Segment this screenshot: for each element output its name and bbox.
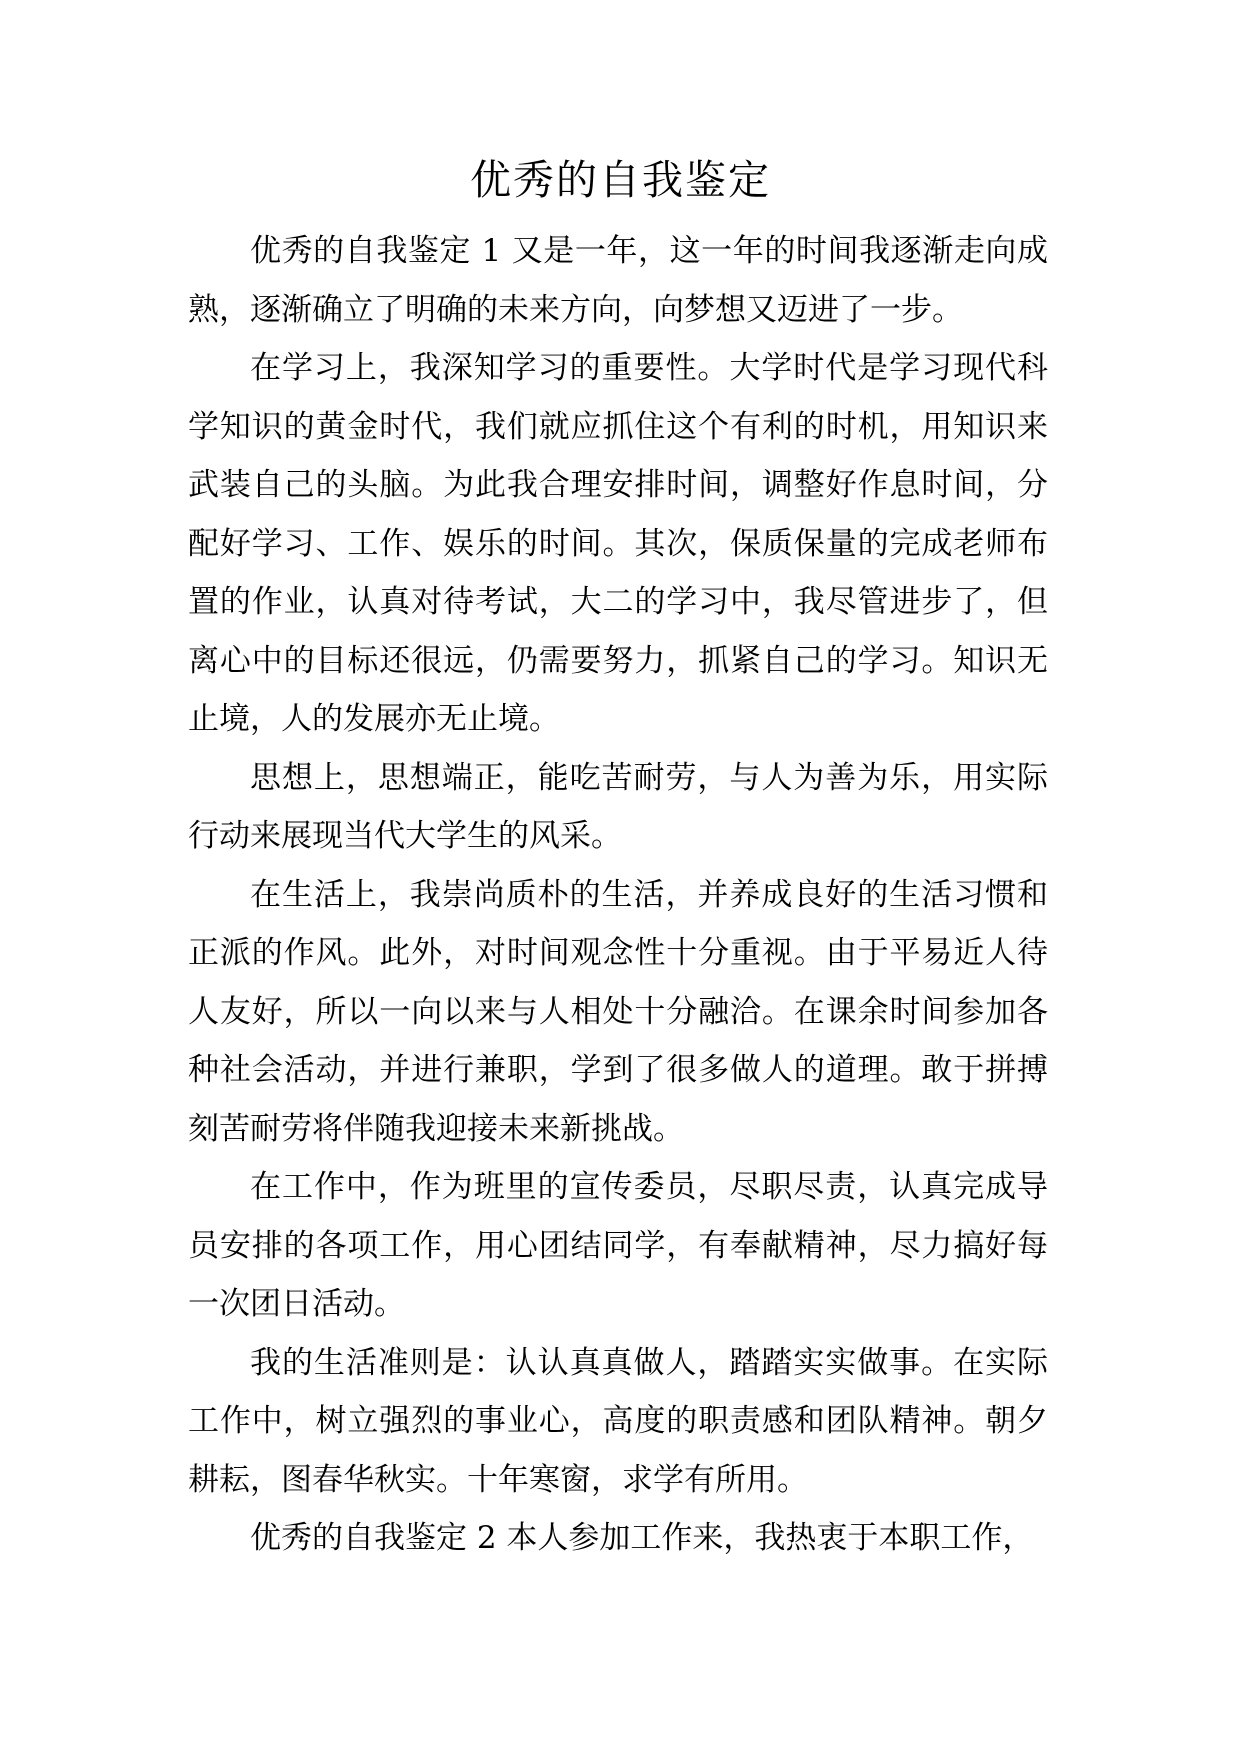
paragraph: 思想上，思想端正，能吃苦耐劳，与人为善为乐，用实际行动来展现当代大学生的风采。 xyxy=(188,759,1048,854)
paragraph: 我的生活准则是：认认真真做人，踏踏实实做事。在实际工作中，树立强烈的事业心，高度的职责感和团队精神。朝夕耕耘，图春华秋实。十年寒窗，求学有所用。 xyxy=(188,1344,1048,1498)
paragraph: 优秀的自我鉴定 2 本人参加工作来，我热衷于本职工作， xyxy=(250,1520,1034,1556)
document-title: 优秀的自我鉴定 xyxy=(470,156,771,204)
document-body xyxy=(188,222,1048,1568)
paragraph: 在工作中，作为班里的宣传委员，尽职尽责，认真完成导员安排的各项工作，用心团结同学，有奉献精神，尽力搞好每一次团日活动。 xyxy=(188,1169,1048,1322)
paragraph: 在学习上，我深知学习的重要性。大学时代是学习现代科学知识的黄金时代，我们就应抓住这个有利的时机，用知识来武装自己的头脑。为此我合理安排时间，调整好作息时间，分配好学习、工作、娱乐的时间。其次，保质保量的完成老师布置的作业，认真对待考试，大二的学习中，我尽管进步了，但离心中的目标还很远，仍需要努力，抓紧自己的学习。知识无止境，人的发展亦无止境。 xyxy=(188,350,1048,737)
paragraph: 在生活上，我崇尚质朴的生活，并养成良好的生活习惯和正派的作风。此外，对时间观念性十分重视。由于平易近人待人友好，所以一向以来与人相处十分融洽。在课余时间参加各种社会活动，并进行兼职，学到了很多做人的道理。敢于拼搏刻苦耐劳将伴随我迎接未来新挑战。 xyxy=(188,876,1048,1147)
paragraph: 优秀的自我鉴定 1 又是一年，这一年的时间我逐渐走向成熟，逐渐确立了明确的未来方向，向梦想又迈进了一步。 xyxy=(188,233,1048,328)
